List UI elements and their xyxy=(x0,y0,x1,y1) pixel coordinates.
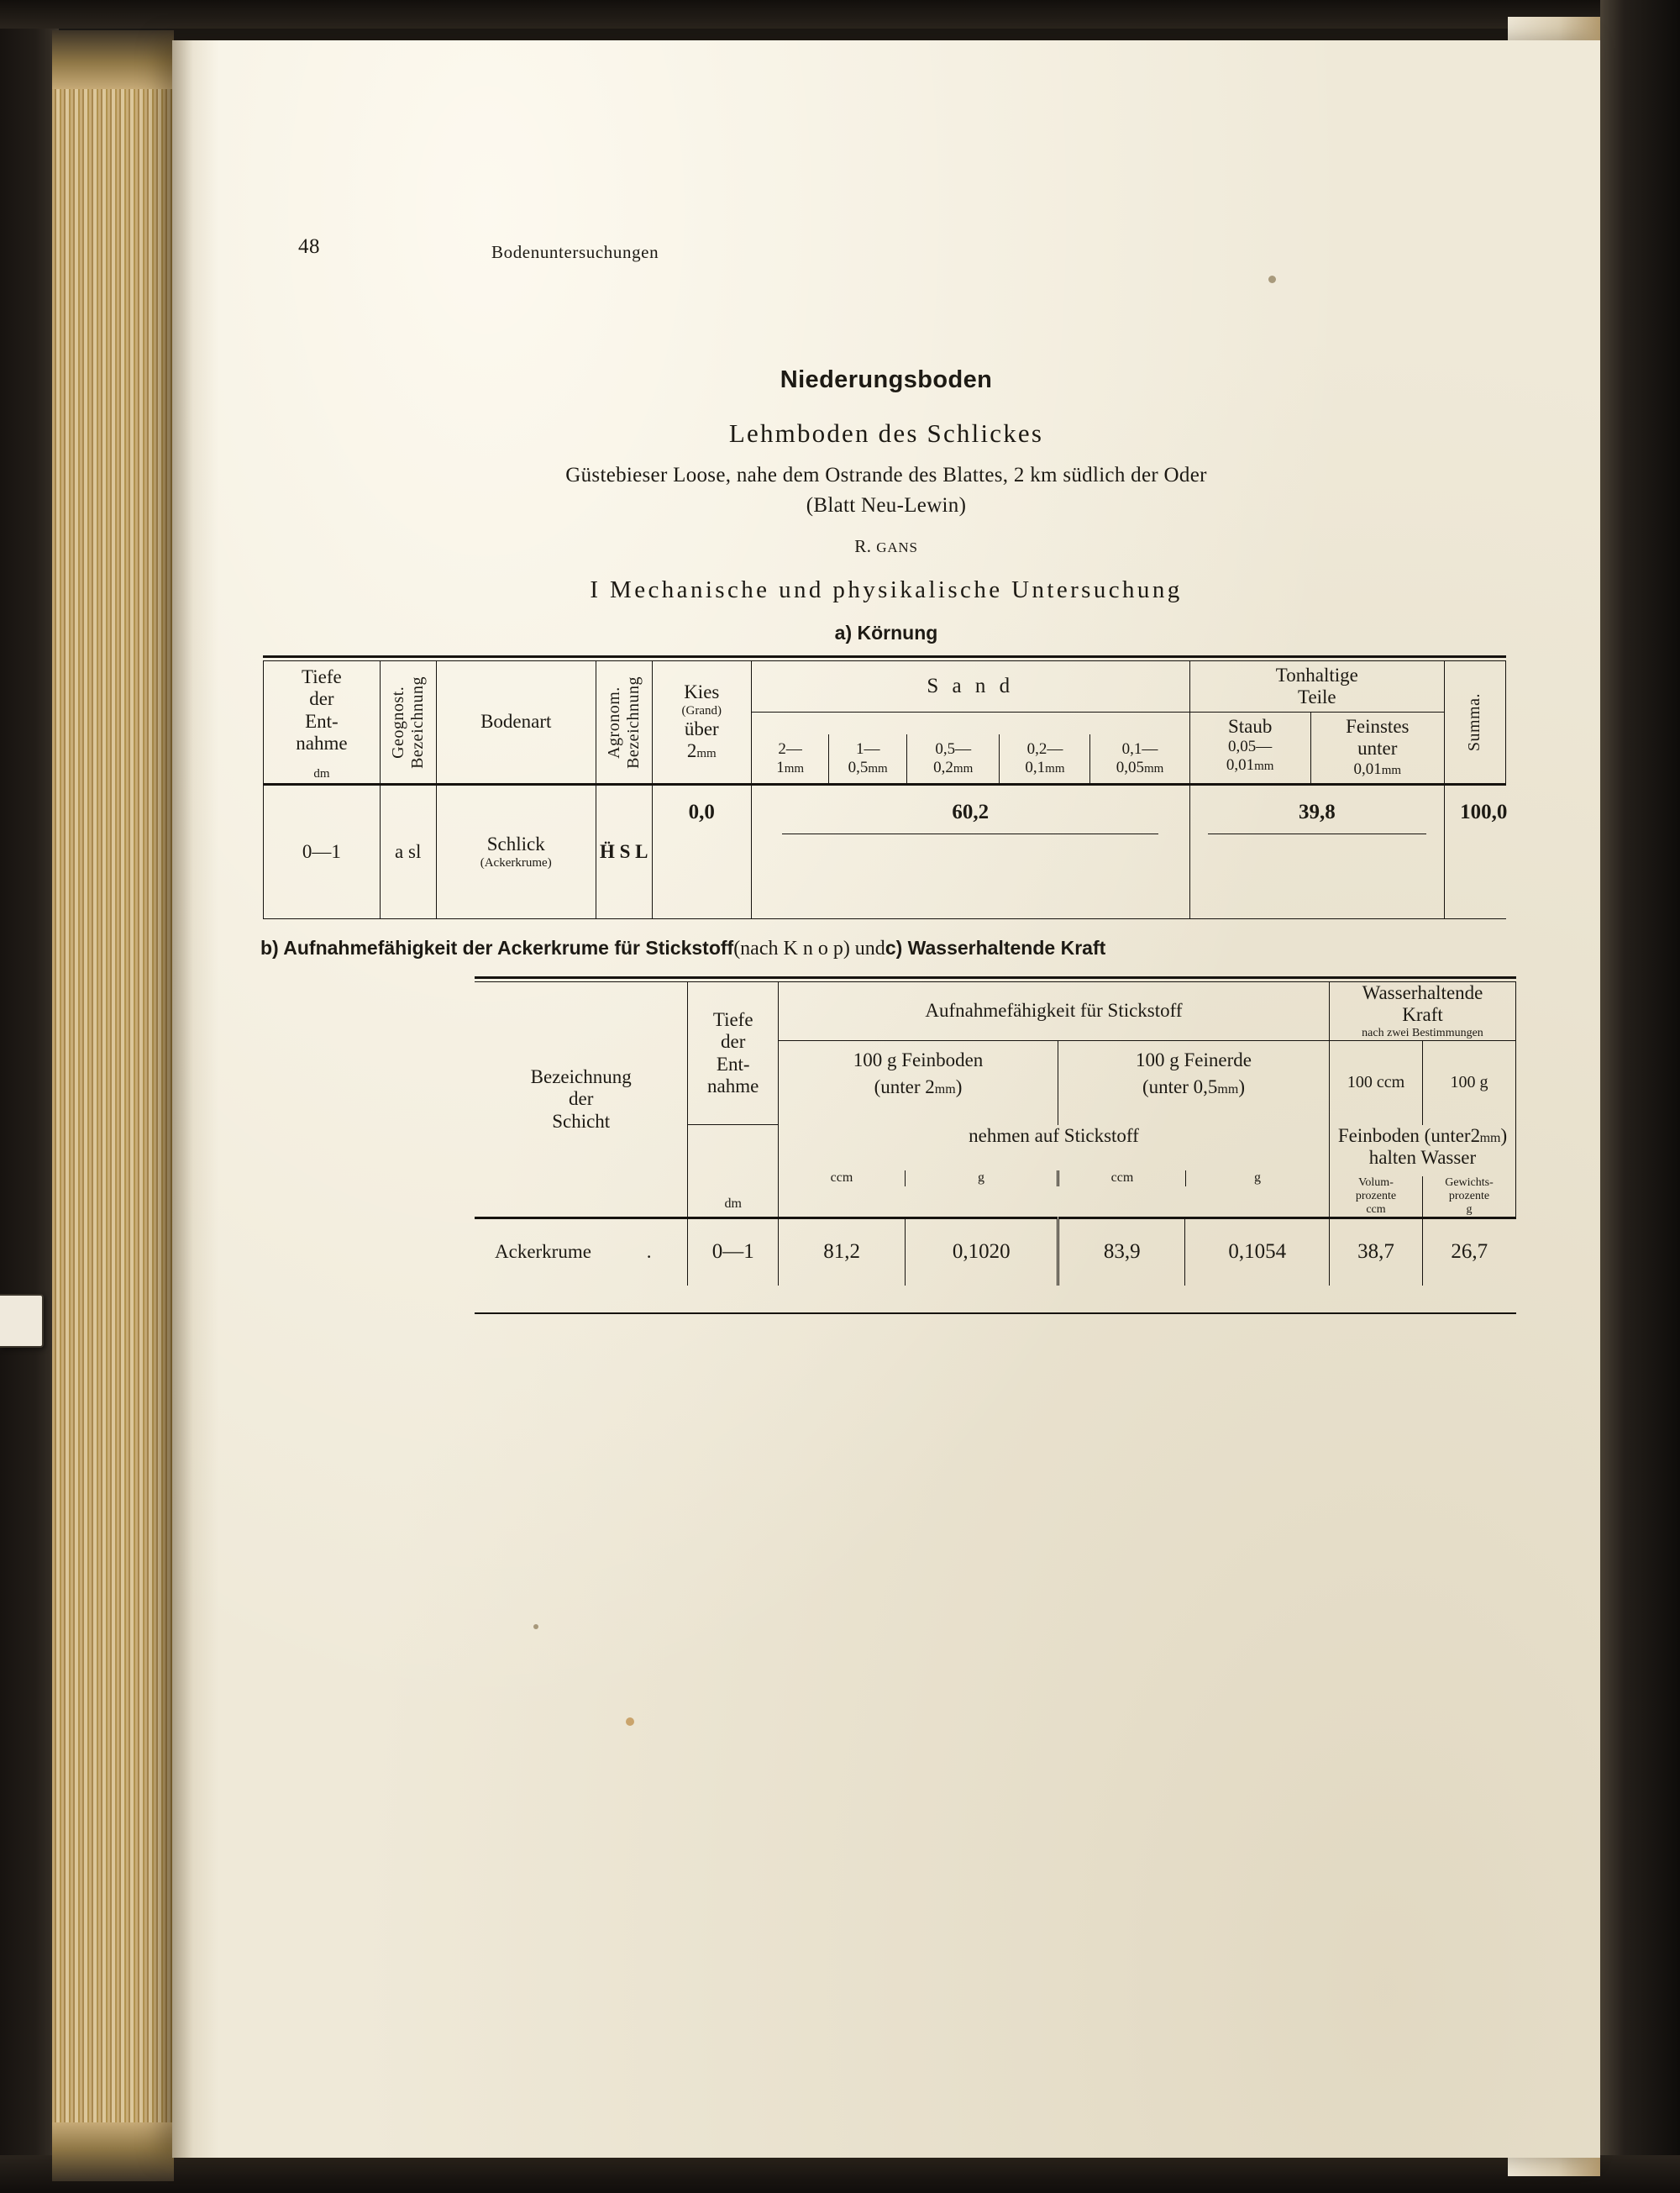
table-a-data-row xyxy=(264,785,1506,919)
th-gewichts-l1: Gewichts- xyxy=(1445,1175,1494,1189)
paper-speck xyxy=(533,1624,538,1629)
th-tonhaltige-l2: Teile xyxy=(1298,686,1336,707)
running-head: Bodenuntersuchungen xyxy=(491,242,659,262)
paper-speck xyxy=(1268,276,1276,283)
th-volum-l1: Volum- xyxy=(1358,1175,1394,1189)
subsection-c-label: c) Wasserhaltende Kraft xyxy=(885,937,1106,959)
td-feinboden-ccm: 81,2 xyxy=(778,1218,905,1286)
td-agronom: Ḧ S L xyxy=(596,785,652,919)
th-tiefe-b-unit: dm xyxy=(688,1125,779,1218)
th-sand-col-1-bot: 1mm xyxy=(776,759,805,776)
location-note xyxy=(172,460,1600,520)
th-bodenart: Bodenart xyxy=(436,661,596,785)
book-fore-edge xyxy=(52,30,174,2181)
th-bezeichnung-l2: der xyxy=(569,1088,594,1110)
th-tiefe-b-l4: nahme xyxy=(707,1075,759,1097)
th-nehmen-auf xyxy=(778,1125,1329,1218)
th-sand-col-4-top: 0,2— xyxy=(1026,740,1063,759)
location-line-2: (Blatt Neu-Lewin) xyxy=(806,493,967,517)
th-staub-label: Staub xyxy=(1227,716,1273,737)
subsection-a-heading: a) Körnung xyxy=(834,622,938,644)
th-agronom xyxy=(596,661,652,785)
th-wasserhaltende-sub: nach zwei Bestimmungen xyxy=(1362,1026,1483,1039)
th-wasserhaltende-l1: Wasserhaltende xyxy=(1362,982,1483,1003)
th-tiefe-l4: nahme xyxy=(296,733,348,755)
td-gewichtsprozente: 26,7 xyxy=(1422,1218,1515,1286)
koernung-table xyxy=(263,660,1506,919)
subsection-bc-heading xyxy=(260,937,1520,960)
scan-left-shadow xyxy=(0,0,59,2193)
th-staub xyxy=(1189,713,1310,785)
td-kies-value: 0,0 xyxy=(688,801,715,823)
th-staub-range-bot: 0,01mm xyxy=(1226,756,1274,775)
td-bodenart xyxy=(436,785,596,919)
th-summa-label: Summa. xyxy=(1465,692,1484,752)
th-summa xyxy=(1444,661,1505,785)
th-wasser-100ccm: 100 ccm xyxy=(1329,1040,1422,1125)
th-gewichts-l2: prozente xyxy=(1448,1189,1490,1202)
td-feinerde-ccm: 83,9 xyxy=(1058,1218,1185,1286)
th-sand-spacer xyxy=(751,713,1189,735)
scan-top-shadow xyxy=(0,0,1680,29)
book-fore-edge-bottom xyxy=(52,2122,174,2181)
subsection-b-note: (nach K n o p) und xyxy=(733,938,885,960)
th-tonhaltige-l1: Tonhaltige xyxy=(1275,664,1358,686)
td-tiefe: 0—1 xyxy=(264,785,381,919)
th-unit-g-2: g xyxy=(1185,1170,1329,1186)
subtitle: Lehmboden des Schlickes xyxy=(728,418,1044,448)
author-line xyxy=(172,536,1600,557)
th-feinstes-l2: unter xyxy=(1357,738,1398,760)
td-bodenart-sub: (Ackerkrume) xyxy=(480,855,552,870)
th-kies-l2: (Grand) xyxy=(681,703,722,718)
document-page xyxy=(172,40,1600,2158)
th-feinstes-l1: Feinstes xyxy=(1346,716,1410,737)
td-tonhaltige xyxy=(1189,785,1444,919)
stickstoff-table-wrapper xyxy=(475,981,1516,1286)
td-geognost: a sl xyxy=(380,785,436,919)
koernung-table-wrapper xyxy=(263,660,1506,919)
th-sand-col-4 xyxy=(1000,734,1090,785)
td-summa xyxy=(1444,785,1508,919)
td-volumprozente: 38,7 xyxy=(1329,1218,1422,1286)
th-sand-col-2-bot: 0,5mm xyxy=(848,759,888,776)
th-tiefe xyxy=(264,661,381,785)
th-tiefe-b-l3: Ent- xyxy=(716,1053,750,1075)
th-tiefe-b xyxy=(688,982,779,1125)
th-wasser-detail xyxy=(1329,1125,1515,1218)
table-b-data-row xyxy=(475,1218,1516,1286)
td-kies xyxy=(652,785,751,919)
table-b-top-rule xyxy=(475,976,1516,979)
th-sand-col-4-bot: 0,1mm xyxy=(1025,759,1065,776)
th-nehmen-auf-label: nehmen auf Stickstoff xyxy=(969,1124,1139,1146)
subsection-b-label: b) Aufnahmefähigkeit der Ackerkrume für Stickstoff xyxy=(260,937,734,959)
th-tiefe-l1: Tiefe xyxy=(302,666,342,687)
th-bezeichnung xyxy=(475,982,688,1218)
th-feinerde-l1: 100 g Feinerde xyxy=(1136,1049,1252,1070)
th-tiefe-unit: dm xyxy=(313,766,330,781)
th-unit-g-1: g xyxy=(905,1170,1057,1186)
author-name: GANS xyxy=(876,539,918,555)
th-sand-col-1-top: 2— xyxy=(778,740,802,759)
scan-right-shadow xyxy=(1600,0,1680,2193)
th-aufnahme: Aufnahmefähigkeit für Stickstoff xyxy=(778,982,1329,1041)
th-feinboden-l2: (unter 2mm) xyxy=(874,1076,963,1098)
th-sand-col-5 xyxy=(1090,734,1189,785)
td-tiefe-b: 0—1 xyxy=(688,1218,779,1286)
table-a-header-row-1 xyxy=(264,661,1506,713)
td-bezeichnung-label: Ackerkrume xyxy=(495,1241,591,1263)
th-feinstes-range: 0,01mm xyxy=(1353,760,1402,778)
gutter-shadow xyxy=(172,40,218,2158)
th-sand-col-3 xyxy=(906,734,1000,785)
paper-speck xyxy=(626,1717,634,1726)
th-sand: S a n d xyxy=(751,661,1189,713)
th-gewichts xyxy=(1422,1176,1515,1217)
td-sand-value: 60,2 xyxy=(952,801,990,823)
th-feinerde xyxy=(1058,1040,1330,1125)
th-tonhaltige xyxy=(1189,661,1444,713)
td-sand xyxy=(751,785,1189,919)
th-volum-unit: ccm xyxy=(1366,1203,1386,1217)
th-staub-range-top: 0,05— xyxy=(1228,738,1273,756)
td-feinboden-g: 0,1020 xyxy=(906,1218,1058,1286)
th-feinboden xyxy=(778,1040,1058,1125)
td-bezeichnung xyxy=(475,1218,688,1286)
td-summa-value: 100,0 xyxy=(1460,801,1508,823)
th-wasser-100g: 100 g xyxy=(1422,1040,1515,1125)
th-unit-ccm-2: ccm xyxy=(1057,1170,1185,1186)
th-bezeichnung-l3: Schicht xyxy=(552,1110,611,1132)
th-agronom-label: Agronom. Bezeichnung xyxy=(604,676,643,769)
page-title: Niederungsboden xyxy=(780,366,993,393)
table-a-top-rule xyxy=(263,655,1506,658)
th-tiefe-b-l2: der xyxy=(721,1031,746,1053)
page-clip-marker xyxy=(0,1294,44,1348)
book-fore-edge-top xyxy=(52,30,174,89)
td-bodenart-label: Schlick xyxy=(486,834,545,855)
th-wasser-feinboden: Feinboden (unter2mm) xyxy=(1337,1124,1508,1146)
th-wasserhaltende-l2: Kraft xyxy=(1402,1004,1443,1026)
th-feinboden-l1: 100 g Feinboden xyxy=(853,1049,984,1070)
th-wasser-halten: halten Wasser xyxy=(1368,1147,1477,1169)
th-sand-col-5-bot: 0,05mm xyxy=(1116,759,1164,776)
th-geognost xyxy=(380,661,436,785)
td-feinerde-g: 0,1054 xyxy=(1185,1218,1330,1286)
th-sand-col-1 xyxy=(751,734,829,785)
page-number: 48 xyxy=(298,235,320,258)
th-feinerde-l2: (unter 0,5mm) xyxy=(1142,1076,1245,1098)
stickstoff-table xyxy=(475,981,1516,1286)
th-bezeichnung-l1: Bezeichnung xyxy=(530,1065,632,1087)
th-gewichts-unit: g xyxy=(1466,1203,1473,1217)
th-sand-col-5-top: 0,1— xyxy=(1121,740,1158,759)
th-kies-l4: 2mm xyxy=(686,740,717,762)
th-unit-ccm-1: ccm xyxy=(830,1170,853,1186)
th-volum xyxy=(1330,1176,1422,1217)
th-kies xyxy=(652,661,751,785)
th-sand-col-2 xyxy=(829,734,907,785)
location-line-1: Güstebieser Loose, nahe dem Ostrande des Blattes, 2 km südlich der Oder xyxy=(565,464,1207,486)
th-kies-l3: über xyxy=(684,718,719,739)
th-kies-l1: Kies xyxy=(684,681,720,703)
th-wasserhaltende xyxy=(1329,982,1515,1041)
th-sand-col-3-bot: 0,2mm xyxy=(933,759,974,776)
th-tiefe-l3: Ent- xyxy=(305,710,339,732)
th-geognost-label: Geognost. Bezeichnung xyxy=(388,676,427,769)
td-bezeichnung-dots: . xyxy=(646,1241,652,1263)
th-volum-l2: prozente xyxy=(1355,1189,1397,1202)
th-tiefe-b-l1: Tiefe xyxy=(712,1008,753,1030)
author-initial: R. xyxy=(854,536,877,556)
section-heading: I Mechanische und physikalische Untersuchung xyxy=(590,576,1183,603)
td-tonhaltige-value: 39,8 xyxy=(1298,801,1336,823)
th-sand-col-3-top: 0,5— xyxy=(935,740,972,759)
table-b-bottom-rule xyxy=(475,1312,1516,1314)
th-sand-col-2-top: 1— xyxy=(855,740,880,759)
th-tiefe-l2: der xyxy=(309,688,334,710)
th-feinstes xyxy=(1310,713,1444,785)
scan-bottom-shadow xyxy=(0,2155,1680,2193)
table-b-header-row-1 xyxy=(475,982,1516,1041)
